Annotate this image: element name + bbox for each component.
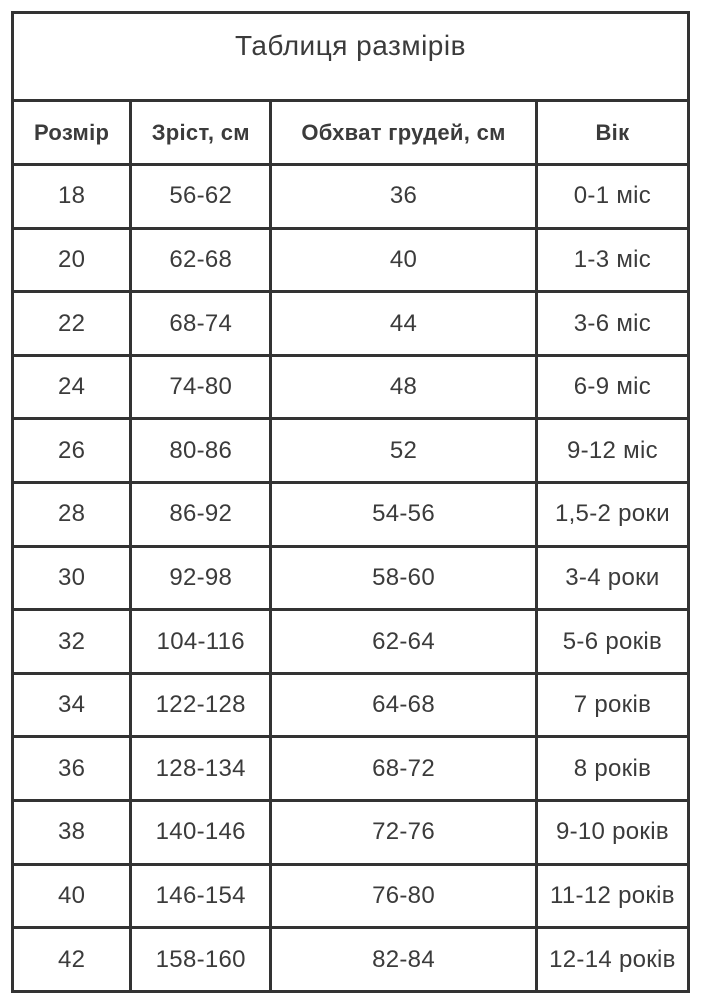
chest-cell: 54-56 xyxy=(271,483,537,547)
size-cell: 42 xyxy=(13,928,131,992)
chest-cell: 48 xyxy=(271,355,537,419)
age-cell: 5-6 років xyxy=(536,610,688,674)
chest-cell: 76-80 xyxy=(271,864,537,928)
age-cell: 7 років xyxy=(536,673,688,737)
size-cell: 38 xyxy=(13,801,131,865)
chest-cell: 40 xyxy=(271,228,537,292)
chest-cell: 62-64 xyxy=(271,610,537,674)
height-cell: 146-154 xyxy=(131,864,271,928)
table-row xyxy=(13,864,689,928)
chest-cell: 72-76 xyxy=(271,801,537,865)
table-row xyxy=(13,292,689,356)
height-cell: 56-62 xyxy=(131,165,271,229)
chest-cell: 64-68 xyxy=(271,673,537,737)
size-chart-table xyxy=(11,11,690,993)
size-cell: 24 xyxy=(13,355,131,419)
table-row xyxy=(13,737,689,801)
size-cell: 28 xyxy=(13,483,131,547)
size-cell: 34 xyxy=(13,673,131,737)
size-cell: 40 xyxy=(13,864,131,928)
size-cell: 26 xyxy=(13,419,131,483)
table-row xyxy=(13,228,689,292)
table-row xyxy=(13,546,689,610)
column-header-size: Розмір xyxy=(13,101,131,165)
table-row xyxy=(13,165,689,229)
height-cell: 68-74 xyxy=(131,292,271,356)
table-header-row xyxy=(13,101,689,165)
table-row xyxy=(13,801,689,865)
age-cell: 6-9 міс xyxy=(536,355,688,419)
height-cell: 104-116 xyxy=(131,610,271,674)
size-cell: 32 xyxy=(13,610,131,674)
column-header-chest: Обхват грудей, см xyxy=(271,101,537,165)
height-cell: 140-146 xyxy=(131,801,271,865)
age-cell: 1,5-2 роки xyxy=(536,483,688,547)
size-cell: 36 xyxy=(13,737,131,801)
chest-cell: 68-72 xyxy=(271,737,537,801)
height-cell: 62-68 xyxy=(131,228,271,292)
chest-cell: 52 xyxy=(271,419,537,483)
size-cell: 18 xyxy=(13,165,131,229)
age-cell: 11-12 років xyxy=(536,864,688,928)
table-row xyxy=(13,928,689,992)
age-cell: 12-14 років xyxy=(536,928,688,992)
table-row xyxy=(13,355,689,419)
table-row xyxy=(13,610,689,674)
table-title-row xyxy=(13,13,689,101)
age-cell: 3-4 роки xyxy=(536,546,688,610)
height-cell: 122-128 xyxy=(131,673,271,737)
table-title: Таблиця размірів xyxy=(13,13,689,101)
height-cell: 86-92 xyxy=(131,483,271,547)
chest-cell: 44 xyxy=(271,292,537,356)
height-cell: 92-98 xyxy=(131,546,271,610)
height-cell: 80-86 xyxy=(131,419,271,483)
height-cell: 158-160 xyxy=(131,928,271,992)
table-row xyxy=(13,673,689,737)
age-cell: 0-1 міс xyxy=(536,165,688,229)
size-cell: 30 xyxy=(13,546,131,610)
age-cell: 3-6 міс xyxy=(536,292,688,356)
chest-cell: 58-60 xyxy=(271,546,537,610)
chest-cell: 36 xyxy=(271,165,537,229)
chest-cell: 82-84 xyxy=(271,928,537,992)
height-cell: 128-134 xyxy=(131,737,271,801)
age-cell: 9-12 міс xyxy=(536,419,688,483)
table-row xyxy=(13,419,689,483)
size-cell: 20 xyxy=(13,228,131,292)
column-header-age: Вік xyxy=(536,101,688,165)
size-cell: 22 xyxy=(13,292,131,356)
height-cell: 74-80 xyxy=(131,355,271,419)
age-cell: 9-10 років xyxy=(536,801,688,865)
age-cell: 1-3 міс xyxy=(536,228,688,292)
column-header-height: Зріст, см xyxy=(131,101,271,165)
table-row xyxy=(13,483,689,547)
age-cell: 8 років xyxy=(536,737,688,801)
